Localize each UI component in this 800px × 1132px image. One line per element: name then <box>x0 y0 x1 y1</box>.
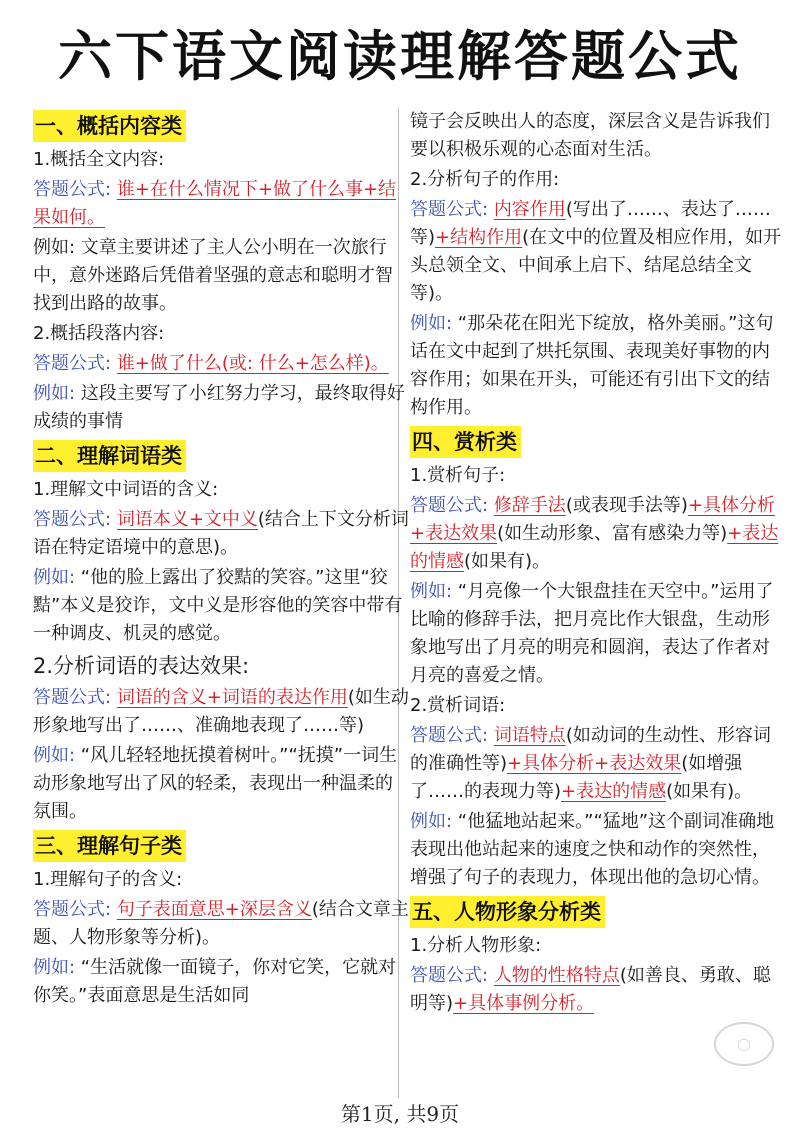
formula-text: 词语的含义+词语的表达作用 <box>116 687 348 708</box>
sub-heading: 2.分析词语的表达效果: <box>33 654 250 678</box>
formula-label: 答题公式: <box>410 199 489 220</box>
page-footer: 第1页, 共9页 <box>340 1102 460 1126</box>
example <box>410 310 786 422</box>
example-text: “月亮像一个大银盘挂在天空中。”运用了比喻的修辞手法，把月亮比作大银盘，生动形象地写出了月亮的明亮和圆润，表达了作者对月亮的喜爱之情。 <box>410 581 774 686</box>
formula-text: +表达的情感 <box>561 781 667 802</box>
sub-heading: 2.概括段落内容: <box>33 323 165 344</box>
sub-heading: 1.赏析句子: <box>410 465 506 486</box>
formula-note: (结合文章主题、人物形象等分析)。 <box>33 899 409 948</box>
example-text: “他的脸上露出了狡黠的笑容。”这里“狡黠”本义是狡诈，文中义是形容他的笑容中带有一种调皮、机灵的感觉。 <box>33 567 403 644</box>
example <box>410 808 786 892</box>
sub-heading: 2.赏析词语: <box>410 695 506 716</box>
watermark-logo-icon: ◯ <box>714 1022 774 1066</box>
example-label: 例如: <box>410 581 453 602</box>
formula-text: 谁+在什么情况下+做了什么事+结果如何。 <box>33 179 397 228</box>
formula-text: 人物的性格特点 <box>493 965 620 986</box>
formula-note: (在文中的位置及相应作用，如开头总领全文、中间承上启下、结尾总结全文等)。 <box>410 227 782 304</box>
page-title: 六下语文阅读理解答题公式 <box>58 25 742 88</box>
formula-text: 词语本义 <box>116 509 189 530</box>
formula-text: 谁+做了什么(或: 什么+怎么样)。 <box>116 353 389 374</box>
sub-heading: 1.理解文中词语的含义: <box>33 479 219 500</box>
example <box>33 954 409 1010</box>
example <box>33 564 409 648</box>
formula <box>33 684 409 740</box>
formula-label: 答题公式: <box>410 495 489 516</box>
formula-text: +具体分析+表达效果 <box>507 753 682 774</box>
formula-note: (结合上下文分析词语在特定语境中的意思)。 <box>33 509 409 558</box>
formula-text: 文中义 <box>203 509 258 530</box>
example-text: “生活就像一面镜子，你对它笑，它就对你笑。”表面意思是生活如同 <box>33 957 397 1006</box>
formula-plus: + <box>188 509 204 530</box>
formula <box>33 506 409 562</box>
example <box>33 742 409 826</box>
formula-text: +具体分析+表达效果 <box>410 495 775 544</box>
example-label: 例如: <box>33 383 76 404</box>
section-heading: 四、赏析类 <box>410 426 521 458</box>
example-continued: 镜子会反映出人的态度，深层含义是告诉我们要以积极乐观的心态面对生活。 <box>410 111 770 160</box>
example-label: 例如: <box>33 745 76 766</box>
formula-note: (如增强了……的表现力等) <box>410 753 743 802</box>
example-text: “那朵花在阳光下绽放，格外美丽。”这句话在文中起到了烘托氛围、表现美好事物的内容作用；如果在开头，可能还有引出下文的结构作用。 <box>410 313 774 418</box>
formula-label: 答题公式: <box>33 509 112 530</box>
sub-heading: 1.分析人物形象: <box>410 935 542 956</box>
example <box>410 578 786 690</box>
example-label: 例如: <box>410 313 453 334</box>
formula-text: +结构作用 <box>435 227 523 248</box>
section-heading: 一、概括内容类 <box>33 110 186 142</box>
formula <box>410 722 786 806</box>
formula-note: (如动词的生动性、形容词的准确性等) <box>410 725 771 774</box>
sub-heading: 2.分析句子的作用: <box>410 169 560 190</box>
example-text: “他猛地站起来。”“猛地”这个副词准确地表现出他站起来的速度之快和动作的突然性，增强了句子的表现力，体现出他的急切心情。 <box>410 811 775 888</box>
formula-label: 答题公式: <box>33 353 112 374</box>
formula-note: (如果有)。 <box>464 551 551 572</box>
example <box>33 380 409 436</box>
formula-text: 词语特点 <box>493 725 566 746</box>
formula-note: (如生动形象地写出了……、准确地表现了……等) <box>33 687 409 736</box>
formula <box>33 896 409 952</box>
formula-note: (如果有)。 <box>666 781 753 802</box>
example-label: 例如: <box>33 567 76 588</box>
formula-note: (如善良、勇敢、聪明等) <box>410 965 771 1014</box>
sub-heading: 1.概括全文内容: <box>33 149 165 170</box>
section-heading: 二、理解词语类 <box>33 440 186 472</box>
formula-note: (写出了……、表达了……等) <box>410 199 771 248</box>
formula <box>33 176 409 232</box>
example-text: 这段主要写了小红努力学习，最终取得好成绩的事情 <box>33 383 405 432</box>
formula <box>410 492 786 576</box>
formula-text: 内容作用 <box>493 199 566 220</box>
section-heading: 三、理解句子类 <box>33 830 186 862</box>
formula <box>410 962 786 1018</box>
example: 例如: 文章主要讲述了主人公小明在一次旅行中，意外迷路后凭借着坚强的意志和聪明才智找到出路的故事。 <box>33 237 393 314</box>
formula-note: (或表现手法等) <box>565 495 688 516</box>
sub-heading: 1.理解句子的含义: <box>33 869 183 890</box>
formula-label: 答题公式: <box>410 725 489 746</box>
example-text: “风儿轻轻地抚摸着树叶。”“抚摸”一词生动形象地写出了风的轻柔，表现出一种温柔的氛围。 <box>33 745 398 822</box>
example-label: 例如: <box>33 957 76 978</box>
formula-label: 答题公式: <box>33 179 112 200</box>
right-column <box>410 108 786 1020</box>
formula-label: 答题公式: <box>33 687 112 708</box>
formula-label: 答题公式: <box>33 899 112 920</box>
formula-text: +具体事例分析。 <box>453 993 595 1014</box>
formula-text: +表达的情感 <box>410 523 779 572</box>
formula-text: 修辞手法 <box>493 495 566 516</box>
formula-note: (如生动形象、富有感染力等) <box>497 523 728 544</box>
formula <box>410 196 786 308</box>
section-heading: 五、人物形象分析类 <box>410 896 605 928</box>
formula-label: 答题公式: <box>410 965 489 986</box>
example-label: 例如: <box>410 811 453 832</box>
formula-text: 句子表面意思+深层含义 <box>116 899 312 920</box>
left-column <box>33 108 409 1012</box>
formula <box>33 350 409 378</box>
